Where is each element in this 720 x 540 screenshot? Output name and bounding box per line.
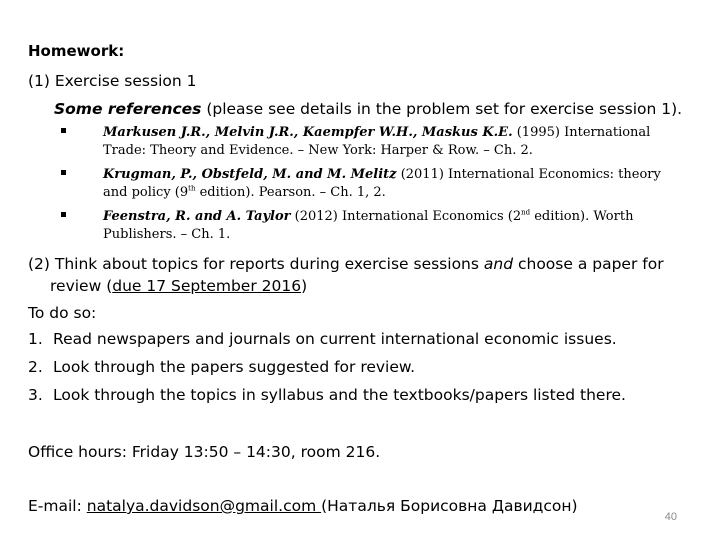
- reference-text-end: edition). Worth Publishers. – Ch. 1.: [103, 209, 634, 242]
- todo-item: [28, 328, 617, 350]
- todo-text: Look through the topics in syllabus and the textbooks/papers listed there.: [53, 386, 626, 404]
- reference-authors: Markusen J.R., Melvin J.R., Kaempfer W.H., Maskus K.E.: [103, 125, 513, 140]
- email-link[interactable]: natalya.davidson@gmail.com: [86, 497, 322, 515]
- reference-authors: Krugman, P., Obstfeld, M. and M. Melitz: [103, 167, 397, 182]
- task-2-review-prefix: review (: [50, 277, 113, 295]
- reference-text-end: edition). Pearson. – Ch. 1, 2.: [195, 185, 386, 200]
- email-line: [28, 495, 698, 517]
- reference-text: (1995) International Trade: Theory and Evidence. – New York: Harper & Row. – Ch. 2.: [103, 125, 651, 158]
- reference-item: [103, 166, 683, 202]
- todo-number: 2.: [28, 358, 43, 376]
- edition-superscript: nd: [521, 208, 531, 217]
- exercise-session-1: (1) Exercise session 1: [28, 72, 197, 90]
- email-label: E-mail:: [28, 497, 87, 515]
- todo-title: To do so:: [28, 304, 97, 322]
- task-2-text: (2) Think about topics for reports during exercise sessions: [28, 255, 484, 273]
- references-intro: [54, 98, 720, 120]
- due-date: due 17 September 2016: [112, 277, 302, 295]
- reference-item: [103, 208, 683, 244]
- todo-item: [28, 384, 626, 406]
- homework-title: Homework:: [28, 42, 125, 60]
- task-2-text-cont: choose a paper for: [513, 255, 664, 273]
- references-lead: Some references: [54, 100, 202, 118]
- square-bullet-icon: [60, 210, 70, 220]
- task-2: [28, 253, 668, 297]
- edition-superscript: th: [188, 184, 196, 193]
- task-2-and: and: [483, 255, 514, 273]
- square-bullet-icon: [60, 168, 70, 178]
- page-number: 40: [664, 511, 677, 523]
- task-2-line-2: [28, 275, 668, 297]
- todo-number: 1.: [28, 330, 43, 348]
- contact-name: (Наталья Борисовна Давидсон): [321, 497, 578, 515]
- todo-text: Read newspapers and journals on current international economic issues.: [53, 330, 617, 348]
- reference-text: (2012) International Economics (2: [290, 209, 522, 224]
- todo-item: [28, 356, 415, 378]
- todo-number: 3.: [28, 386, 43, 404]
- task-2-review-suffix: ): [301, 277, 308, 295]
- reference-text: (2011) International Economics: theory and policy (9: [103, 167, 661, 200]
- references-intro-text: (please see details in the problem set for exercise session 1).: [201, 100, 683, 118]
- office-hours: Office hours: Friday 13:50 – 14:30, room 216.: [28, 443, 381, 461]
- square-bullet-icon: [60, 126, 70, 136]
- todo-text: Look through the papers suggested for review.: [53, 358, 416, 376]
- reference-item: [103, 124, 683, 160]
- reference-authors: Feenstra, R. and A. Taylor: [103, 209, 291, 224]
